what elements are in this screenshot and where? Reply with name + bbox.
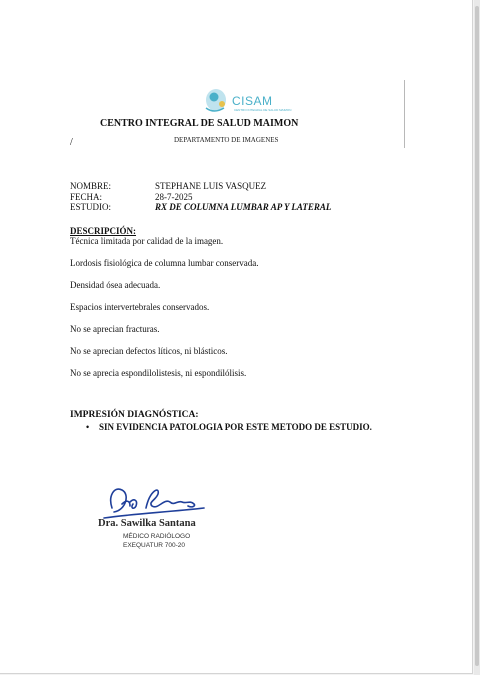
description-line: Densidad ósea adecuada. [70, 280, 161, 290]
signature-exequatur: EXEQUATUR 700-20 [123, 542, 186, 549]
slash-mark: / [70, 137, 73, 148]
scrollbar-thumb[interactable] [475, 6, 479, 666]
description-line: Técnica limitada por calidad de la imagen. [70, 236, 224, 246]
name-value: STEPHANE LUIS VASQUEZ [155, 181, 267, 191]
department-name: DEPARTAMENTO DE IMAGENES [174, 136, 279, 144]
signature-name: Dra. Sawilka Santana [98, 518, 196, 529]
vertical-scrollbar[interactable] [474, 0, 480, 675]
description-line: Lordosis fisiológica de columna lumbar conservada. [70, 258, 259, 268]
impression-heading: IMPRESIÓN DIAGNÓSTICA: [70, 410, 199, 420]
bullet-icon: • [86, 422, 90, 432]
signature-title: MÉDICO RADIÓLOGO [123, 533, 191, 540]
description-line: No se aprecian fracturas. [70, 324, 160, 334]
logo-subtitle: CENTRO INTEGRAL DE SALUD MAIMON [234, 108, 292, 112]
name-label: NOMBRE: [70, 181, 112, 191]
impression-text: SIN EVIDENCIA PATOLOGIA POR ESTE METODO DE ESTUDIO. [99, 422, 372, 432]
logo-text: CISAM [232, 94, 273, 108]
study-value: RX DE COLUMNA LUMBAR AP Y LATERAL [155, 202, 332, 212]
description-heading: DESCRIPCIÓN: [70, 226, 137, 236]
description-line: Espacios intervertebrales conservados. [70, 302, 210, 312]
description-line: No se aprecia espondilolistesis, ni espondilólisis. [70, 368, 247, 378]
description-line: No se aprecian defectos líticos, ni blásticos. [70, 346, 228, 356]
date-label: FECHA: [70, 192, 103, 202]
center-title: CENTRO INTEGRAL DE SALUD MAIMON [100, 118, 299, 129]
impression-item [86, 422, 372, 432]
study-label: ESTUDIO: [70, 202, 111, 212]
date-value: 28-7-2025 [155, 192, 193, 202]
margin-marker [404, 80, 405, 148]
